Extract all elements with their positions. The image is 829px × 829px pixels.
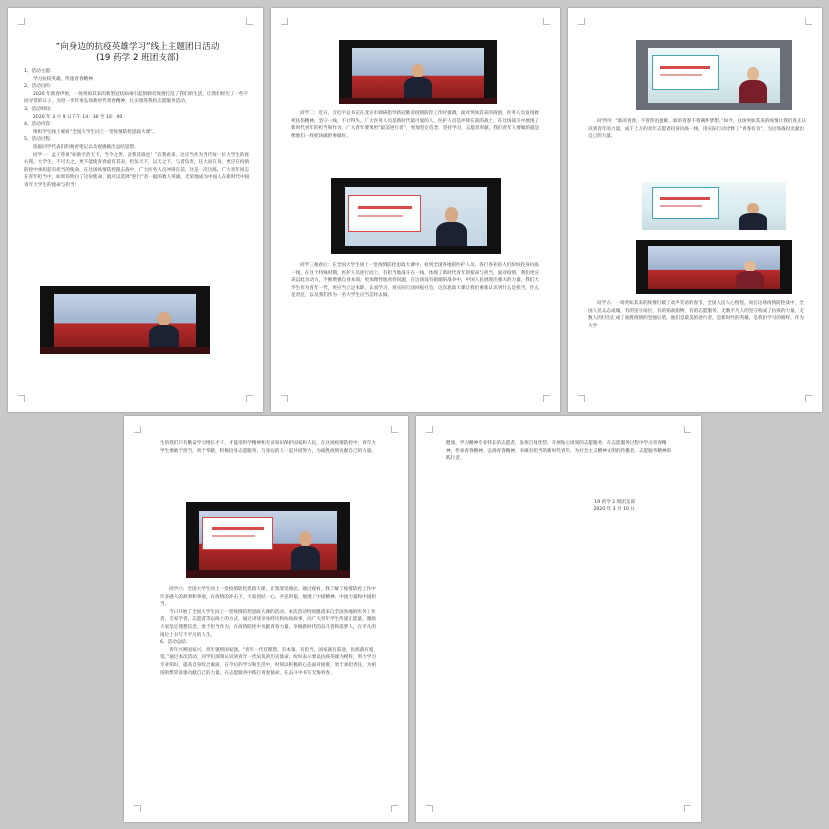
page-4-body-top	[160, 440, 380, 498]
speaker-figure	[404, 64, 432, 97]
section-heading: 6、活动总结：	[160, 640, 191, 646]
crop-mark	[18, 18, 25, 25]
document-page-2	[271, 8, 560, 412]
crop-mark	[426, 426, 433, 433]
speaker-figure	[149, 312, 180, 347]
signature-organization: 19 药学 2 班团支部	[594, 499, 635, 505]
broadcast-screenshot	[331, 178, 501, 254]
page-3-body-top	[588, 118, 808, 176]
slide-panel	[652, 187, 720, 219]
speaker-figure	[291, 531, 321, 571]
student-paragraph: 同学四：“谁的青春，不曾热泪盈眶，谁的青春不曾满怀梦想。”如今，这场突如其来的疫情让我们真正认识到青年的力量，成千上万的青年志愿者投身抗疫一线，用实际行动诠释了“青春有为”，为这场战役贡献出自己的力量。	[588, 119, 807, 140]
crop-mark	[684, 426, 691, 433]
crop-mark	[426, 805, 433, 812]
page-4-body-bottom	[160, 586, 380, 812]
section-heading: 1、活动主题：	[24, 69, 55, 74]
section-text: 学习抗疫英雄，传递青春精神	[33, 76, 93, 82]
broadcast-screenshot	[636, 240, 792, 294]
crop-mark	[281, 395, 288, 402]
section-heading: 3、活动时间：	[24, 106, 55, 112]
section-heading: 4、活动内容：	[24, 122, 55, 128]
broadcast-screenshot	[186, 502, 350, 578]
student-paragraph: 同学六：全国大学生同上一堂疫情防控思政大课，让我深受感动，通过观看，我了解了疫情防控工作中许多感人的故事和事迹，在疫情的冲击下，大家团结一心，共克时艰，展现了中国精神、中国力量和中国担当。	[160, 587, 376, 608]
section-heading: 2、活动目的：	[24, 84, 55, 90]
signature-date: 2020 年 3 月 10 日	[593, 507, 635, 513]
speaker-figure	[736, 261, 764, 289]
student-paragraph: 同学五：一场突如其来的疫情打破了欢声笑语的春节，全国人民人心惶惶，而在这场疫情防控战中，全国人民众志成城，有的坚守岗位，有的捐款捐物，有的志愿服务，无数平凡人的坚守构成了抗疫的力量，无数人的付出汇成了战胜疫情的坚强后盾，他们是最美的逆行者，是新时代的英雄，是我们学习的榜样，作为大学	[588, 301, 804, 329]
document-page-1	[8, 8, 263, 412]
desk	[186, 570, 350, 578]
summary-paragraph: 健康，学习精神专业特长的志愿者，发挥自身优势，开展贴心周到的志愿服务，在志愿服务过程中学习青春精神，传承青春精神，弘扬青春精神，争做有担当的新时代青年，为社会主义精神文明的传播者，志愿服务精神的践行者。	[446, 441, 672, 462]
speaker-figure	[739, 203, 767, 230]
desk	[339, 98, 497, 104]
slide-panel	[652, 55, 720, 89]
crop-mark	[134, 805, 141, 812]
section-text: 组织学生线上观看“全国大学生同上一堂疫情防控思政大课”。	[33, 129, 158, 135]
crop-mark	[543, 395, 550, 402]
broadcast-screenshot	[636, 40, 792, 110]
summary-paragraph: 青年兴则国家兴，青年强则国家强。“青年一代有理想、有本领、有担当，国家就有前途，民族就有希望。”通过本次活动，同学们深刻认识到青年一代肩负的历史使命，纷纷表示要以抗疫英雄为榜样，努力学习专业知识，提高自身综合素质，在今后的学习和生活中，时刻以积极的心态面对困难，勇于承担责任，为祖国的繁荣富强贡献自己的力量，在志愿服务中践行青春使命，在奋斗中书写无悔青春。	[160, 647, 376, 676]
speaker-figure	[436, 207, 467, 247]
page-3-body-bottom	[588, 300, 808, 392]
section-text: 依据同学代表们的观看笔记以及观感做出总结思想。	[33, 144, 139, 150]
student-paragraph: 同学三观看后：在全国大学生同上一堂疫情防控思政大课中，看到全国各地的医护人员、各行各业的人们纷纷投身抗疫一线，在这个特殊时期，医护人员逆行而上，有担当地战斗在一线，体现了新时代青年的使命与担当，面对疫情，我们更应该以此为动力，不断增强自身本领，更加理性地看待问题，在这场没有硝烟的战争中，中国人民展现出强大的力量，我们大学生作为青年一代，更应当立足本职，认真学习，用实际行动回报社会，这次思政大课让我们重新认识到什么是担当，什么是责任，以及我们作为一名大学生应当怎样去做。	[291, 263, 540, 299]
desk	[40, 347, 210, 354]
section-heading: 5、活动过程：	[24, 137, 55, 143]
page-2-body-bottom	[291, 262, 542, 398]
crop-mark	[18, 395, 25, 402]
document-subtitle: (19 药学 2 班团支部)	[96, 53, 179, 63]
student-paragraph: 今日开展了全国大学生同上一堂疫情防控思政大课的活动，本次活动特别邀请来自全国各地的医务工作者、专家学者、志愿者等以线上的方式，通过讲述亲身经历和抗疫故事，向广大青年学生传递正能量，激励大家坚定理想信念，勇于担当作为，在疫情防控中贡献青春力量，争做新时代的奋斗者和追梦人，在平凡的岗位上书写不平凡的人生。	[160, 609, 376, 638]
document-page-5	[416, 416, 701, 822]
page-2-body-top	[291, 110, 542, 174]
student-paragraph: 同学一：孟子曾说“如欲平治天下，当今之世，舍我其谁也！”在我看来，这应当作为当代每一位大学生的座右铭。大学生，不可无之，更不能使青春虚有其表，担负天下，以天之下，与者负责，任大而在身，更应在疫情防控中承担起有担当的使命，在这场疫情防控阻击战中，广大医务人员冲锋在前，这是一次历练，广大青年同志在青年担当中，如果你明白了这份使命，就可以选择“逆行”者一般的救人英雄，光荣地成为中国人在新时代中国青年大学生的使命与担当！	[24, 152, 250, 188]
crop-mark	[578, 395, 585, 402]
document-title: “向身边的抗疫英雄学习”线上主题团日活动	[55, 42, 220, 52]
crop-mark	[246, 395, 253, 402]
crop-mark	[543, 18, 550, 25]
crop-mark	[805, 395, 812, 402]
slide-panel	[348, 195, 421, 232]
crop-mark	[134, 426, 141, 433]
broadcast-screenshot	[339, 40, 497, 104]
crop-mark	[578, 18, 585, 25]
speaker-figure	[739, 67, 767, 103]
broadcast-screenshot	[40, 286, 210, 354]
crop-mark	[684, 805, 691, 812]
crop-mark	[391, 805, 398, 812]
crop-mark	[281, 18, 288, 25]
student-paragraph: 同学二：近日，习近平总书记在北京市调研指导新冠肺炎疫情防控工作时强调，面对突如其来的疫情，医务人员发扬救死扶伤精神，坚守一线，不计得失，广大医务人员是新时代最可爱的人，医护人员是冲锋在前的战士，在这场战斗中展现了新时代青年的担当和作为，广大青年要勇担“最美逆行者”，更加坚定信念，坚持学习，志愿者奉献，我们青年人要做的就是像他们一样把该做的事做好。	[291, 111, 540, 139]
page-1-body	[24, 42, 251, 190]
page-5-body	[446, 440, 675, 514]
document-page-3	[568, 8, 822, 412]
crop-mark	[805, 18, 812, 25]
broadcast-screenshot	[636, 180, 792, 232]
student-paragraph: 生的我们只有勤奋学习增长才干，才能用科学精神和专业知识保护国家和人民，在这场疫情防控中，青年大学生要敢于担当，勇于奉献，积极投身志愿服务，与身边的人一起共同努力，为战胜疫情贡献自己的力量。	[160, 441, 376, 454]
crop-mark	[246, 18, 253, 25]
slide-panel	[202, 517, 273, 549]
crop-mark	[391, 426, 398, 433]
section-text: 2020 年 3 月 9 日下午 14：30 至 16：00	[33, 114, 123, 120]
document-page-4	[124, 416, 408, 822]
section-text: 2020 年新春伊始，一场突如其来的新型冠状病毒引起的肺炎疫情打乱了我们的生活，让我们经历了一些不同寻常的日子。为进一步传承弘扬新时代青春精神，扎实推进我校志愿服务活动。	[24, 91, 249, 105]
